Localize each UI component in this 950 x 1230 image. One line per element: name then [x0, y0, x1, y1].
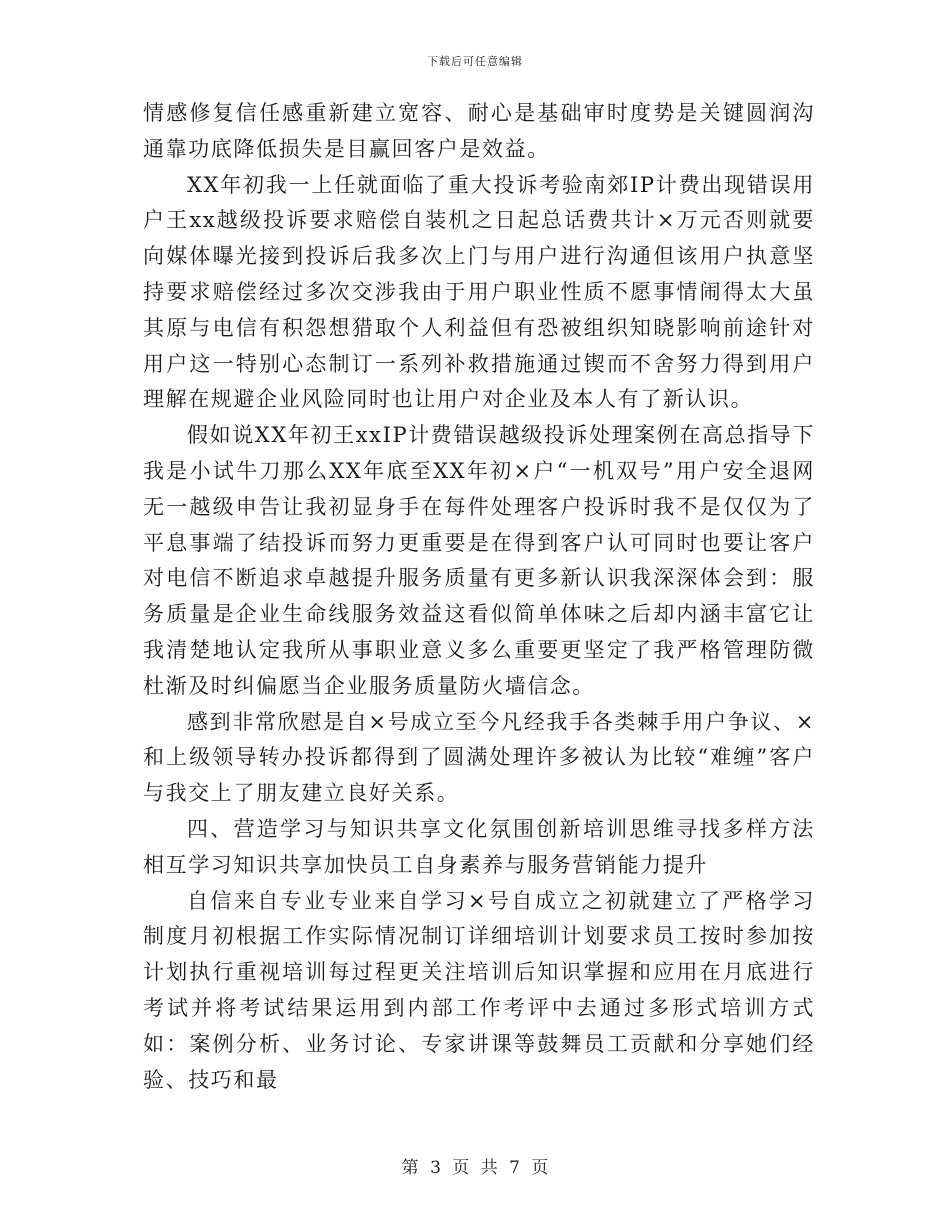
- section-heading: 四、营造学习与知识共享文化氛围创新培训思维寻找多样方法相互学习知识共享加快员工自身素养与服务营销能力提升: [143, 816, 815, 877]
- paragraph: 假如说XX年初王xxIP计费错误越级投诉处理案例在高总指导下我是小试牛刀那么XX年底至XX年初×户“一机双号”用户安全退网无一越级申告让我初显身手在每件处理客户投诉时我不是仅仅为了平息事端了结投诉而努力更重要是在得到客户认可同时也要让客户对电信不断追求卓越提升服务质量有更多新认识我深深体会到：服务质量是企业生命线服务效益这看似简单体味之后却内涵丰富它让我清楚地认定我所从事职业意义多么重要更坚定了我严格管理防微杜渐及时纠偏愿当企业服务质量防火墙信念。: [143, 423, 816, 698]
- document-body: [143, 96, 815, 1098]
- page-number-footer: 第 3 页 共 7 页: [401, 1158, 549, 1178]
- page-header: 下载后可任意编辑: [427, 55, 523, 68]
- paragraph: XX年初我一上任就面临了重大投诉考验南郊IP计费出现错误用户王xx越级投诉要求赔偿自装机之日起总话费共计×万元否则就要向媒体曝光接到投诉后我多次上门与用户进行沟通但该用户执意坚持要求赔偿经过多次交涉我由于用户职业性质不愿事情闹得太大虽其原与电信有积怨想猎取个人利益但有恐被组织知晓影响前途针对用户这一特别心态制订一系列补救措施通过锲而不舍努力得到用户理解在规避企业风险同时也让用户对企业及本人有了新认识。: [143, 172, 815, 412]
- paragraph: 感到非常欣慰是自×号成立至今凡经我手各类棘手用户争议、×和上级领导转办投诉都得到了圆满处理许多被认为比较“难缠”客户与我交上了朋友建立良好关系。: [143, 709, 815, 806]
- paragraph: 情感修复信任感重新建立宽容、耐心是基础审时度势是关键圆润沟通靠功底降低损失是目赢回客户是效益。: [143, 101, 815, 161]
- paragraph: 自信来自专业专业来自学习×号自成立之初就建立了严格学习制度月初根据工作实际情况制订详细培训计划要求员工按时参加按计划执行重视培训每过程更关注培训后知识掌握和应用在月底进行考试并将考试结果运用到内部工作考评中去通过多形式培训方式如：案例分析、业务讨论、专家讲课等鼓舞员工贡献和分享她们经验、技巧和最: [143, 888, 815, 1092]
